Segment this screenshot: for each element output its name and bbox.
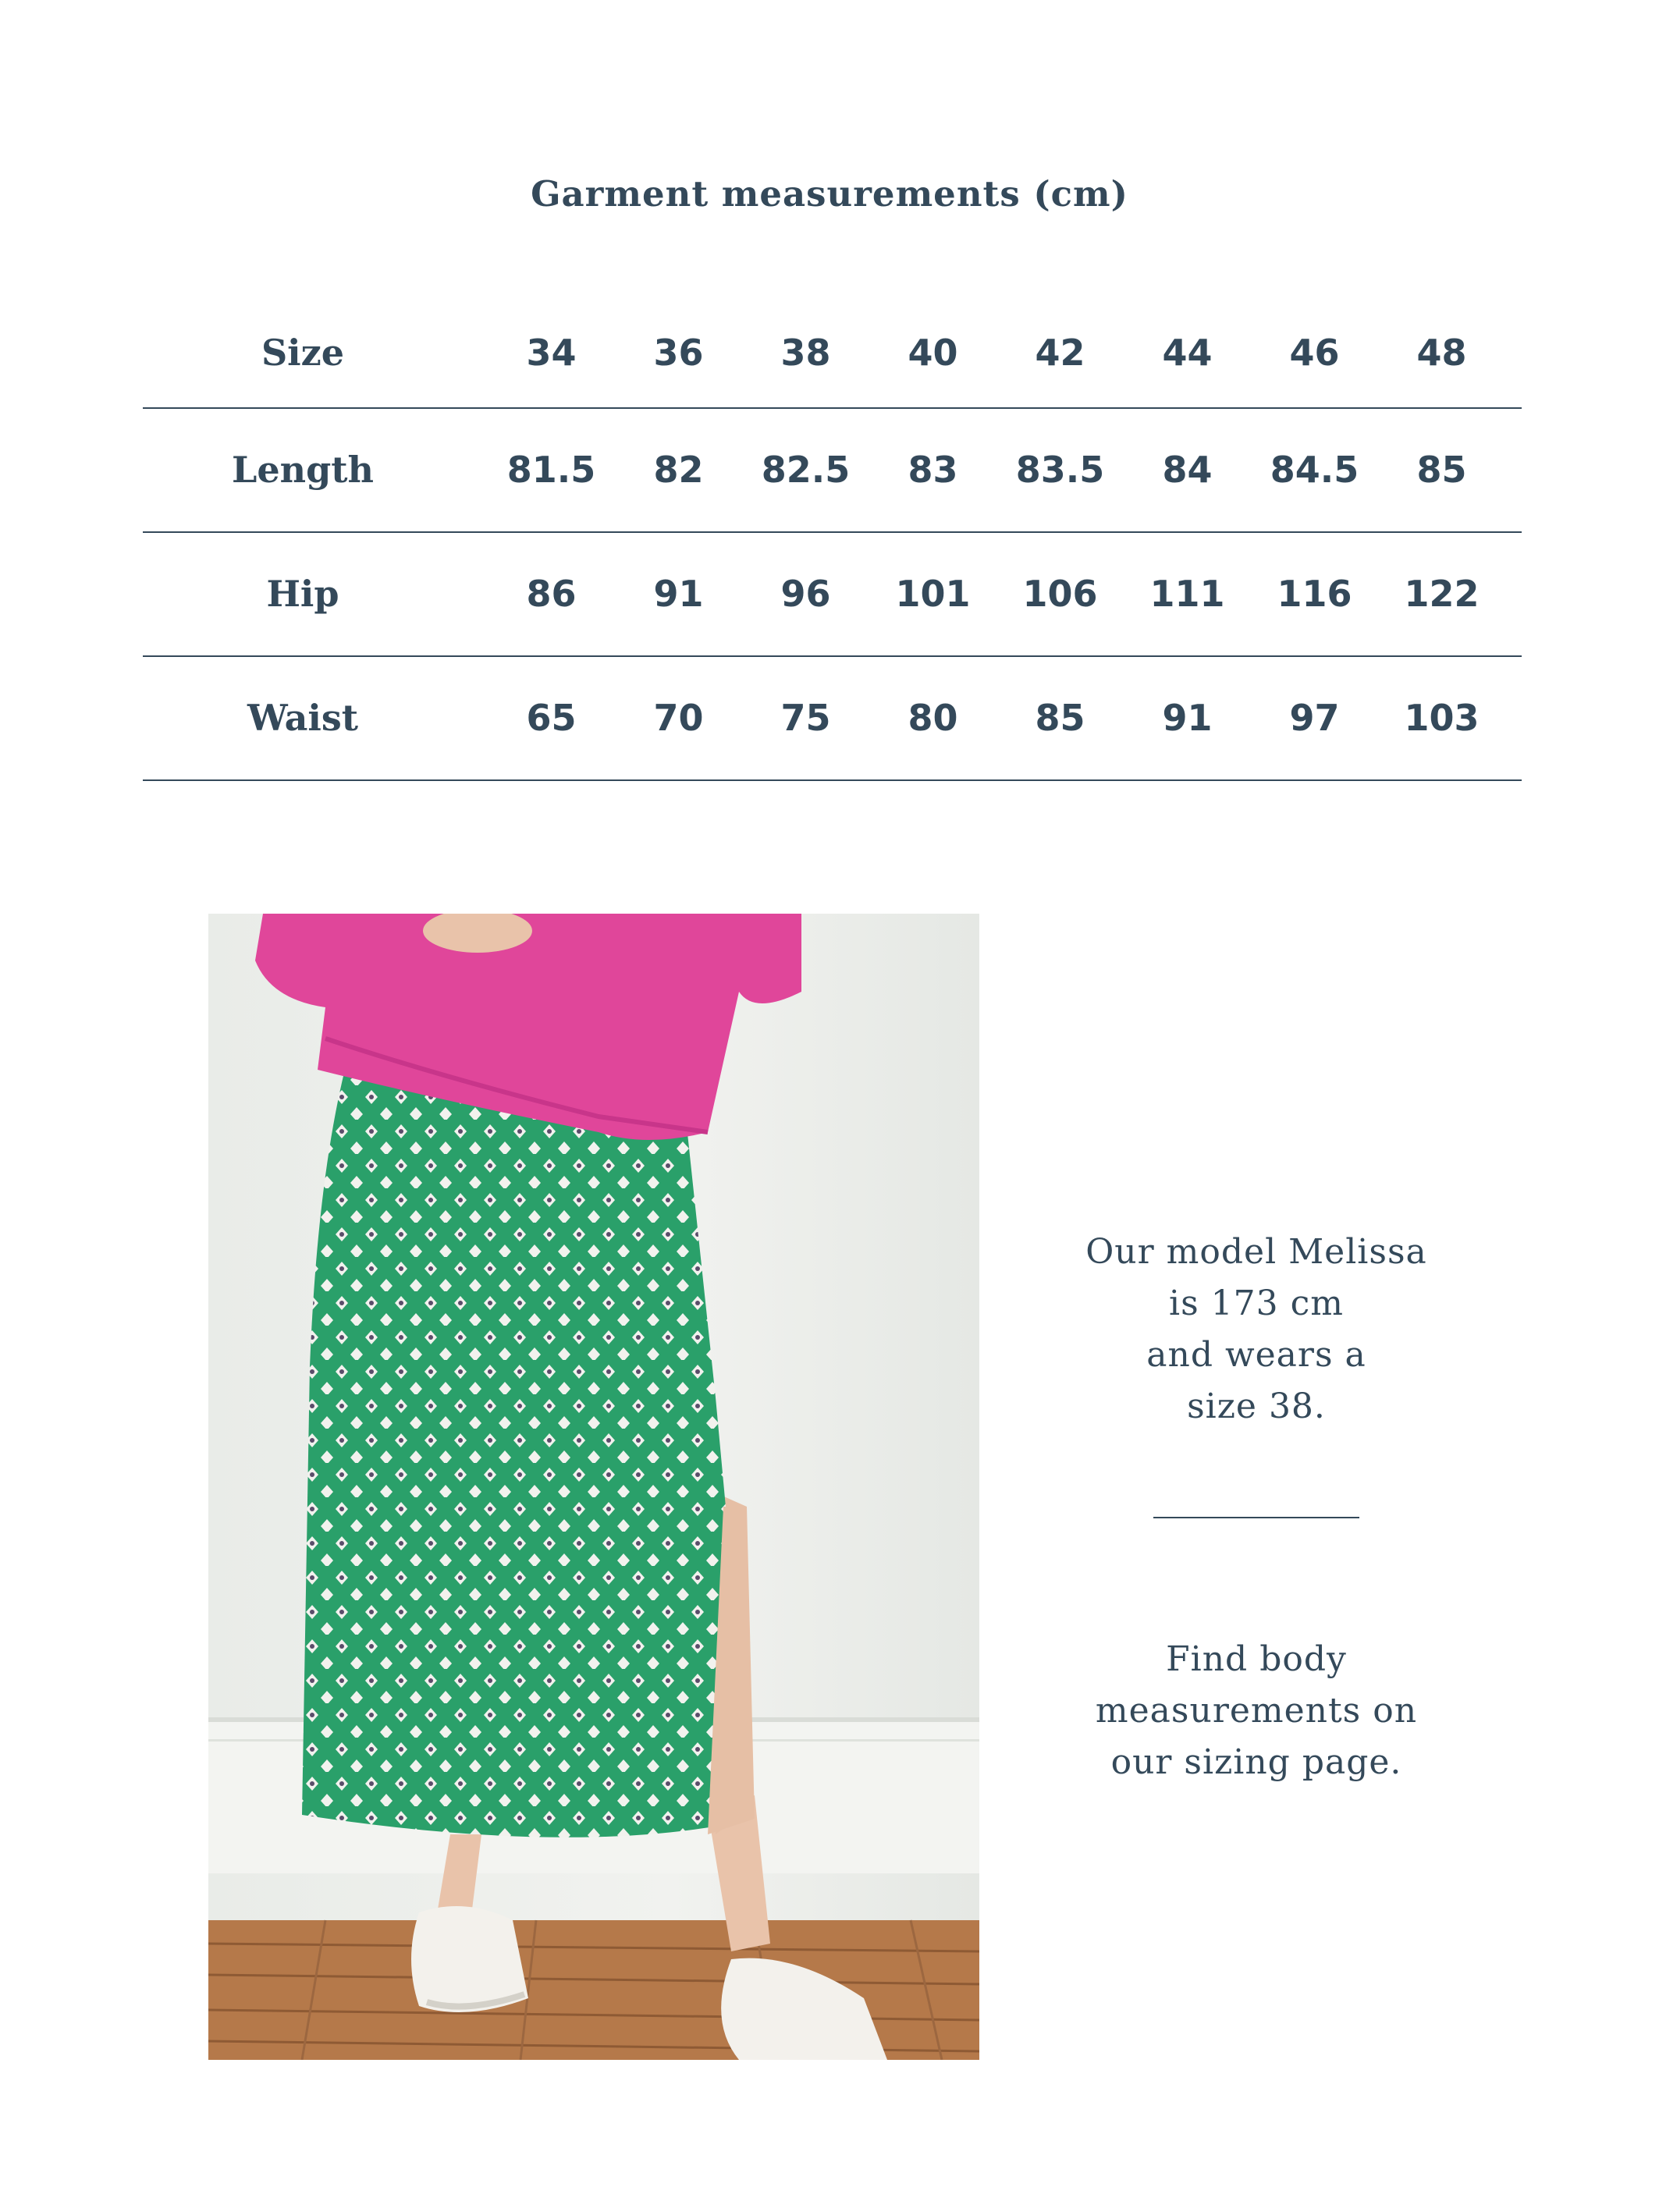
table-cell: 84.5 xyxy=(1270,449,1359,491)
table-cell: 91 xyxy=(653,573,704,615)
table-cell: 83 xyxy=(908,449,958,491)
header-cell: 36 xyxy=(653,332,704,374)
table-rule xyxy=(143,779,1522,781)
row-label: Length xyxy=(232,449,374,491)
table-cell: 82.5 xyxy=(761,449,851,491)
table-rule xyxy=(143,655,1522,657)
table-cell: 96 xyxy=(780,573,831,615)
table-cell: 106 xyxy=(1022,573,1098,615)
table-rule xyxy=(143,531,1522,533)
table-cell: 86 xyxy=(526,573,577,615)
table-row xyxy=(143,423,1522,517)
table-cell: 83.5 xyxy=(1015,449,1105,491)
sizing-note-line: measurements on xyxy=(1095,1691,1418,1731)
page-title: Garment measurements (cm) xyxy=(531,173,1128,215)
table-cell: 84 xyxy=(1162,449,1213,491)
divider xyxy=(1153,1517,1359,1518)
table-cell: 65 xyxy=(526,697,577,739)
table-row xyxy=(143,671,1522,765)
table-cell: 75 xyxy=(780,697,831,739)
table-row xyxy=(143,547,1522,641)
table-cell: 97 xyxy=(1289,697,1340,739)
header-cell: 34 xyxy=(526,332,577,374)
sizing-note-line: our sizing page. xyxy=(1110,1742,1402,1782)
header-cell: 46 xyxy=(1289,332,1340,374)
table-cell: 85 xyxy=(1035,697,1085,739)
table-cell: 91 xyxy=(1162,697,1213,739)
table-cell: 85 xyxy=(1416,449,1467,491)
table-rule xyxy=(143,407,1522,409)
table-cell: 103 xyxy=(1404,697,1480,739)
table-cell: 111 xyxy=(1149,573,1225,615)
model-note xyxy=(1022,1227,1490,1433)
sizing-note xyxy=(1022,1634,1490,1788)
table-cell: 82 xyxy=(653,449,704,491)
model-note-line: size 38. xyxy=(1187,1386,1326,1426)
row-label: Hip xyxy=(266,573,339,615)
header-cell: 42 xyxy=(1035,332,1085,374)
row-label: Waist xyxy=(247,697,359,739)
model-note-line: and wears a xyxy=(1146,1335,1366,1375)
model-note-line: Our model Melissa xyxy=(1085,1232,1427,1272)
header-label: Size xyxy=(261,332,345,374)
table-cell: 80 xyxy=(908,697,958,739)
header-cell: 44 xyxy=(1162,332,1213,374)
model-note-line: is 173 cm xyxy=(1169,1284,1344,1323)
table-cell: 122 xyxy=(1404,573,1480,615)
sizing-note-line: Find body xyxy=(1166,1639,1347,1679)
table-header-row xyxy=(143,306,1522,399)
table-cell: 81.5 xyxy=(506,449,596,491)
header-cell: 48 xyxy=(1416,332,1467,374)
table-cell: 116 xyxy=(1277,573,1352,615)
table-cell: 70 xyxy=(653,697,704,739)
product-photo xyxy=(208,914,979,2060)
table-cell: 101 xyxy=(895,573,971,615)
header-cell: 40 xyxy=(908,332,958,374)
header-cell: 38 xyxy=(780,332,831,374)
